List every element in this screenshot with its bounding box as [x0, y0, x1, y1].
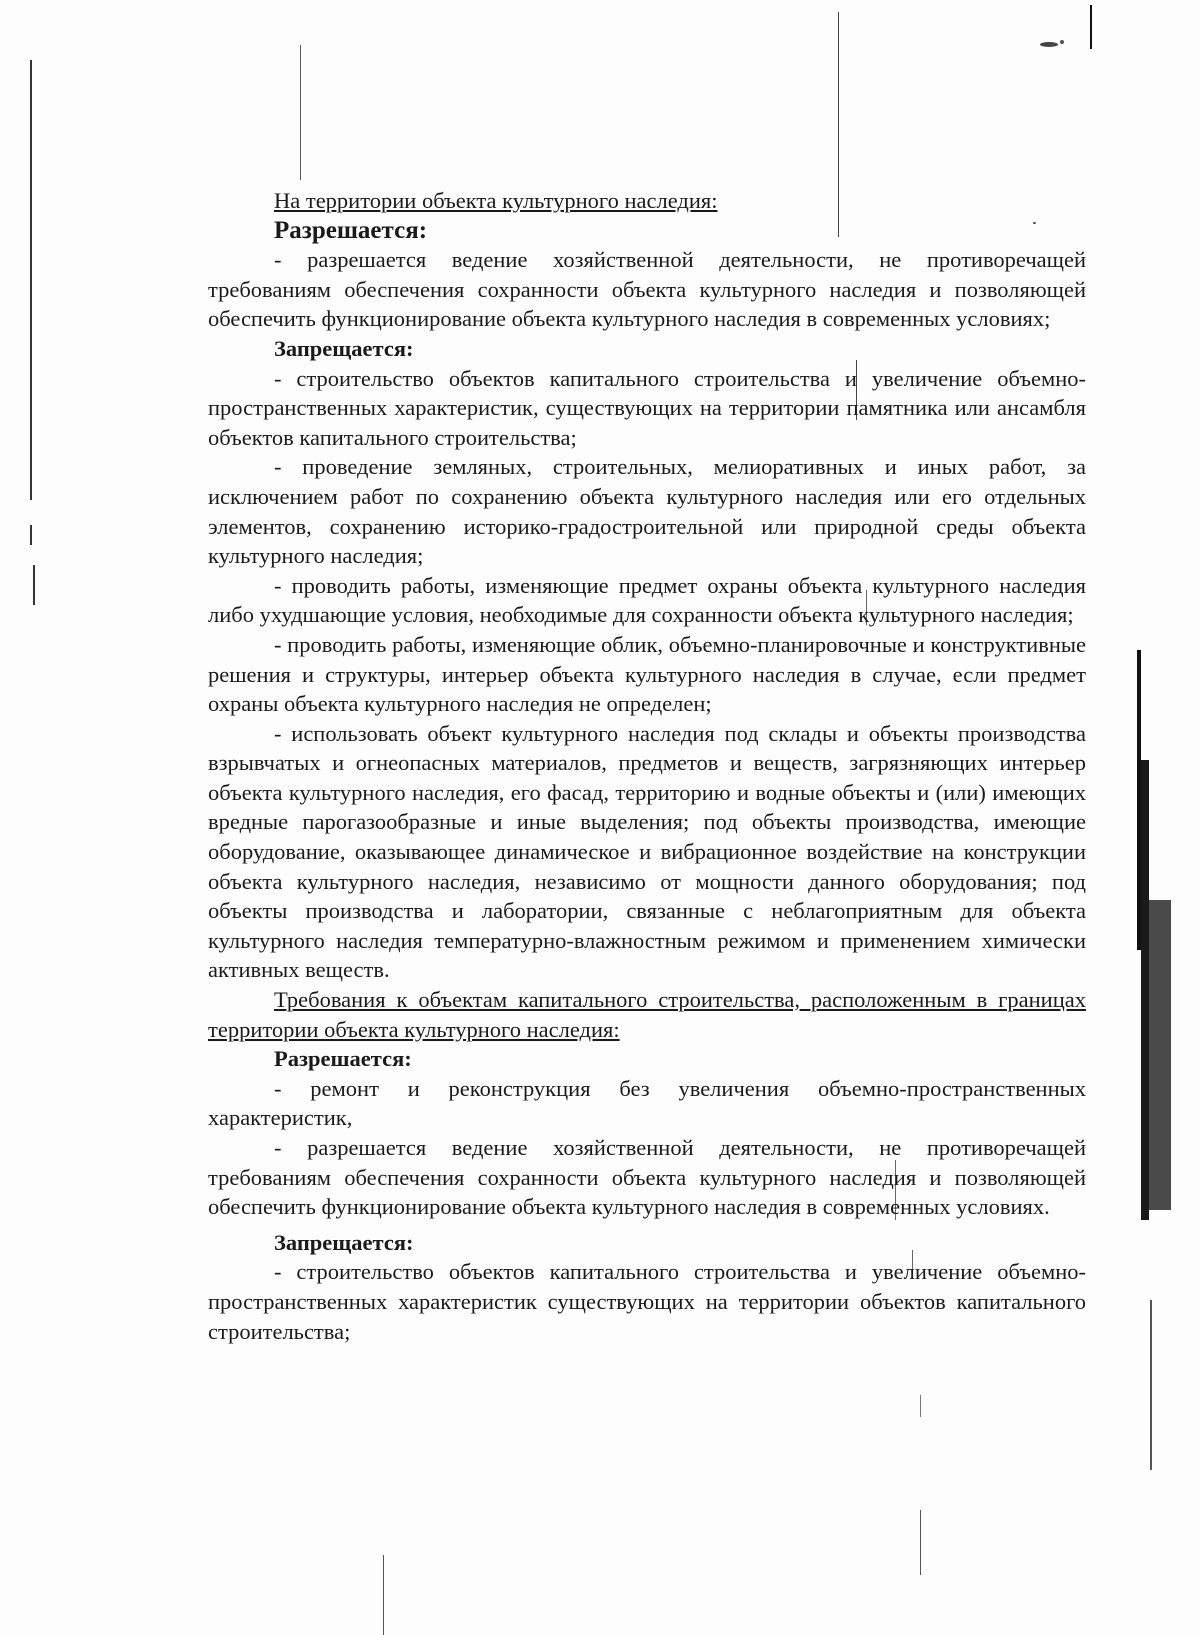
scan-artifact-line [1090, 5, 1092, 49]
forbidden-heading: Запрещается: [274, 1229, 414, 1255]
scan-artifact-line [383, 1555, 384, 1635]
forbidden-item: - проведение земляных, строительных, мелиоративных и иных работ, за исключением работ по сохранению объекта культурного наследия или его отдельных элементов, сохранению историко-градостроительной или природной среды объекта культурного наследия; [208, 454, 1086, 569]
forbidden-item: - строительство объектов капитального строительства и увеличение объемно-пространственных характеристик, существующих на территории памятника или ансамбля объектов капитального строительства; [208, 365, 1086, 450]
scan-artifact-band [1141, 760, 1149, 1220]
scan-artifact-band [1150, 1300, 1152, 1470]
allowed-heading: Разрешается: [274, 1046, 412, 1072]
allowed-item: - разрешается ведение хозяйственной деятельности, не противоречащей требованиям обеспечения сохранности объекта культурного наследия и позволяющей обеспечить функционирование объекта культурного наследия в современных условиях; [208, 247, 1086, 332]
allowed-heading: Разрешается: [274, 216, 428, 244]
forbidden-item: - использовать объект культурного наследия под склады и объекты производства взрывчатых и огнеопасных материалов, предметов и веществ, загрязняющих интерьер объекта культурного наследия, его фасад, территорию и водные объекты и (или) имеющих вредные парогазообразные и иные выделения; под объекты производства, имеющие оборудование, оказывающее динамическое и вибрационное воздействие на конструкции объекта культурного наследия, независимо от мощности данного оборудования; под объекты производства и лаборатории, связанные с неблагоприятным для объекта культурного наследия температурно-влажностным режимом и применением химически активных веществ. [208, 720, 1086, 983]
section-title-territory: На территории объекта культурного наследия: [274, 188, 718, 213]
scan-artifact-band [1149, 900, 1171, 1210]
section-title-requirements: Требования к объектам капитального строительства, расположенным в границах территории объекта культурного наследия: [208, 987, 1086, 1042]
scan-artifact-line [920, 1395, 921, 1417]
forbidden-heading: Запрещается: [274, 335, 414, 361]
scan-artifact-line [300, 45, 301, 180]
forbidden-item: - строительство объектов капитального строительства и увеличение объемно-пространственных характеристик существующих на территории объектов капитального строительства; [208, 1259, 1086, 1344]
scan-artifact-line [30, 525, 32, 545]
document-body [208, 186, 1086, 1346]
scan-artifact-line [33, 565, 35, 605]
allowed-item: - ремонт и реконструкция без увеличения объемно-пространственных характеристик, [208, 1075, 1086, 1131]
scan-artifact-line [920, 1510, 921, 1575]
scan-artifact-speck [1040, 42, 1058, 47]
forbidden-item: - проводить работы, изменяющие предмет охраны объекта культурного наследия либо ухудшающие условия, необходимые для сохранности объекта культурного наследия; [208, 572, 1086, 628]
scan-artifact-line [30, 60, 32, 500]
allowed-item: - разрешается ведение хозяйственной деятельности, не противоречащей требованиям обеспечения сохранности объекта культурного наследия и позволяющей обеспечить функционирование объекта культурного наследия в современных условиях. [208, 1135, 1086, 1220]
forbidden-item: - проводить работы, изменяющие облик, объемно-планировочные и конструктивные решения и структуры, интерьер объекта культурного наследия в случае, если предмет охраны объекта культурного наследия не определен; [208, 631, 1086, 717]
scan-artifact-speck [1060, 40, 1064, 44]
